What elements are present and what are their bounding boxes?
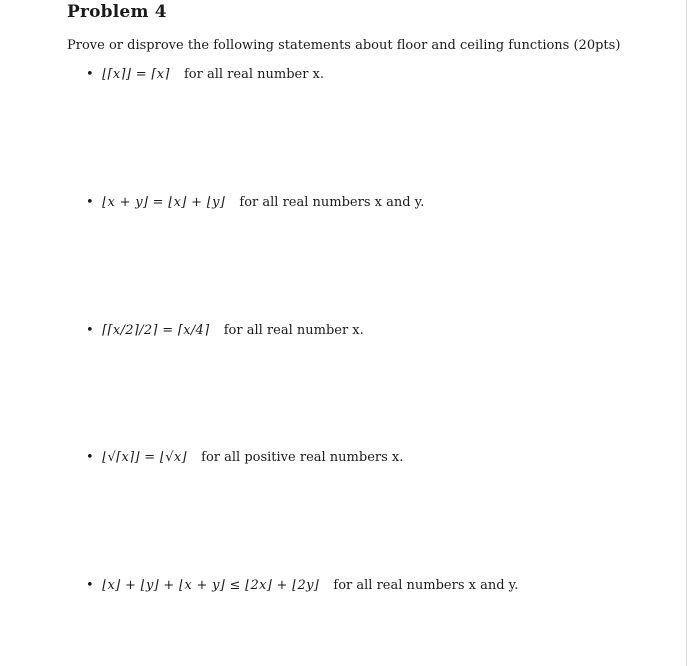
statement-formula: ⌈⌈x/2⌉/2⌉ = ⌈x/4⌉: [102, 323, 210, 338]
bullet-icon: •: [86, 67, 94, 82]
statement-formula: ⌊x + y⌋ = ⌊x⌋ + ⌊y⌋: [102, 195, 226, 210]
bullet-icon: •: [86, 195, 94, 210]
statement-formula: ⌊x⌋ + ⌊y⌋ + ⌊x + y⌋ ≤ ⌊2x⌋ + ⌊2y⌋: [102, 578, 320, 593]
bullet-icon: •: [86, 450, 94, 465]
statement-text: for all real number x.: [223, 323, 364, 338]
bullet-icon: •: [86, 578, 94, 593]
statement-text: for all real number x.: [183, 67, 325, 82]
statement-text: for all real numbers x and y.: [239, 195, 425, 210]
statement-item: [86, 67, 324, 82]
statement-text: for all positive real numbers x.: [201, 450, 404, 465]
statement-item: [86, 195, 424, 210]
statement-item: [86, 450, 403, 465]
statement-formula: ⌊√⌈x⌉⌋ = ⌊√x⌋: [102, 450, 187, 465]
statement-text: for all real numbers x and y.: [333, 578, 519, 593]
statement-item: [86, 578, 518, 593]
problem-intro: Prove or disprove the following statements about floor and ceiling functions (20pts): [67, 38, 621, 53]
statement-formula: ⌊⌈x⌉⌋ = ⌈x⌉: [102, 67, 170, 82]
bullet-icon: •: [86, 323, 94, 338]
problem-title: Problem 4: [67, 2, 167, 22]
statement-item: [86, 323, 364, 338]
